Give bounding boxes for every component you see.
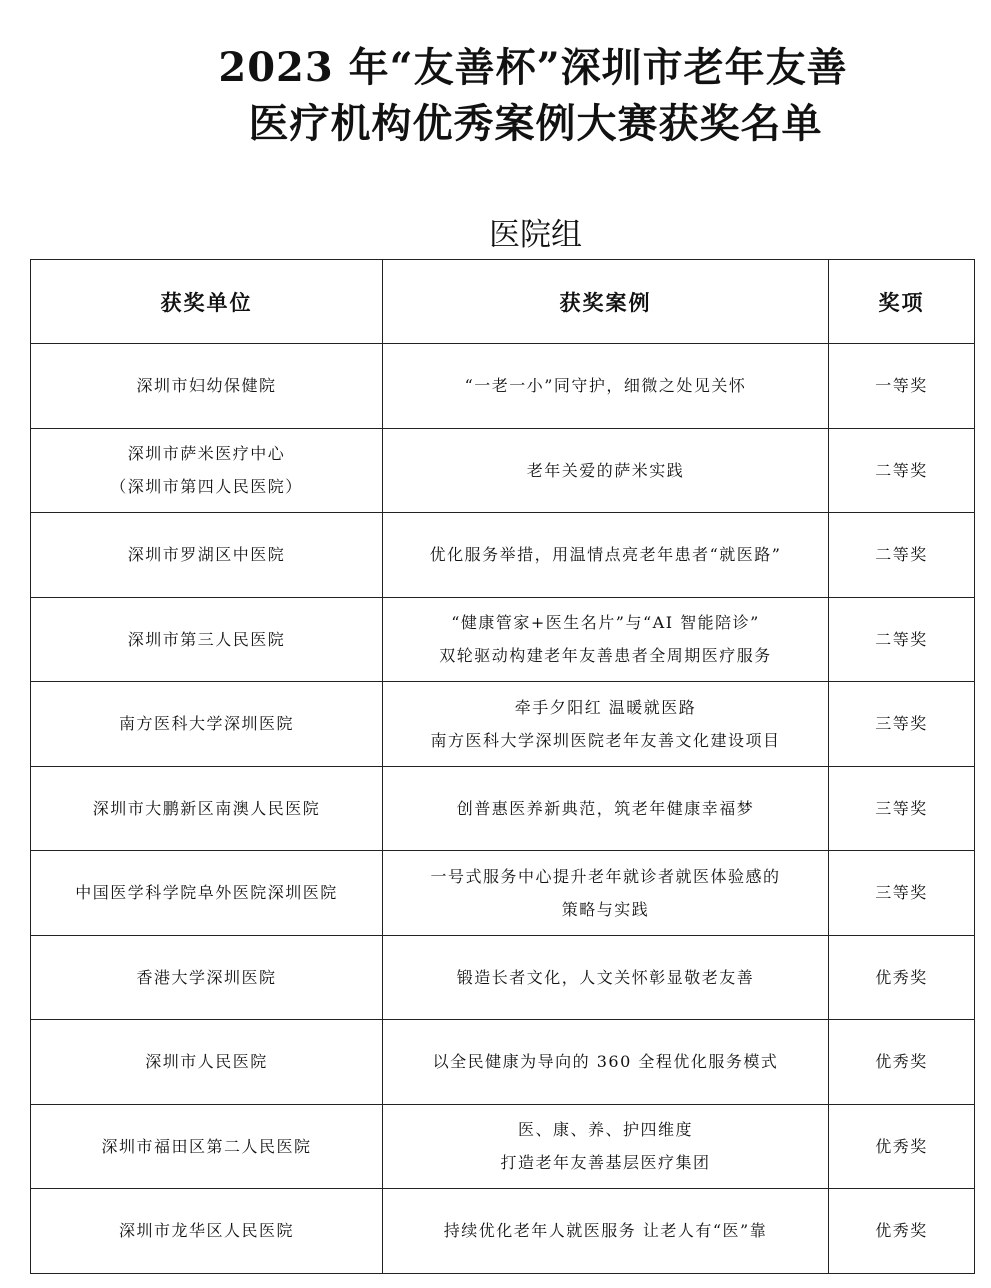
table-row xyxy=(31,513,975,598)
table-row xyxy=(31,766,975,851)
award-unit-cell xyxy=(31,597,383,682)
award-case-cell xyxy=(383,1104,829,1189)
award-case-cell xyxy=(383,428,829,513)
awards-table xyxy=(30,259,975,1274)
award-level-cell: 优秀奖 xyxy=(829,1020,975,1105)
header-award-unit: 获奖单位 xyxy=(31,260,383,344)
award-case-cell xyxy=(383,935,829,1020)
table-header-row xyxy=(31,260,975,344)
award-case-cell xyxy=(383,1189,829,1274)
award-unit-cell xyxy=(31,1104,383,1189)
award-level-cell: 二等奖 xyxy=(829,597,975,682)
table-row xyxy=(31,428,975,513)
award-level-cell: 二等奖 xyxy=(829,428,975,513)
award-unit-text: 深圳市大鹏新区南澳人民医院 xyxy=(92,798,321,818)
table-row xyxy=(31,344,975,429)
table-row xyxy=(31,935,975,1020)
award-unit-cell xyxy=(31,935,383,1020)
award-unit-cell xyxy=(31,428,383,513)
award-unit-cell xyxy=(31,513,383,598)
award-unit-text: 深圳市萨米医疗中心 xyxy=(127,444,286,464)
award-unit-text: 深圳市福田区第二人民医院 xyxy=(101,1136,312,1156)
award-case-text: 牵手夕阳红 温暖就医路 xyxy=(514,697,697,717)
award-case-cell xyxy=(383,597,829,682)
award-level-cell: 一等奖 xyxy=(829,344,975,429)
award-unit-text: 深圳市人民医院 xyxy=(145,1052,268,1072)
award-case-cell xyxy=(383,851,829,936)
table-row xyxy=(31,682,975,767)
award-case-cell xyxy=(383,344,829,429)
award-level-cell: 优秀奖 xyxy=(829,1189,975,1274)
award-case-cell xyxy=(383,513,829,598)
award-case-text: 以全民健康为导向的 360 全程优化服务模式 xyxy=(432,1052,779,1072)
awards-table-body xyxy=(31,344,975,1274)
award-case-text: 南方医科大学深圳医院老年友善文化建设项目 xyxy=(430,730,781,750)
award-unit-cell xyxy=(31,1020,383,1105)
award-unit-cell xyxy=(31,766,383,851)
award-level-cell: 三等奖 xyxy=(829,766,975,851)
award-unit-cell xyxy=(31,1189,383,1274)
award-unit-text: 中国医学科学院阜外医院深圳医院 xyxy=(75,883,338,903)
award-unit-text: 南方医科大学深圳医院 xyxy=(118,714,294,734)
award-unit-cell xyxy=(31,344,383,429)
group-heading: 医院组 xyxy=(489,217,582,253)
award-case-text: 一号式服务中心提升老年就诊者就医体验感的 xyxy=(430,866,781,886)
award-level-cell: 三等奖 xyxy=(829,851,975,936)
award-case-text: 老年关爱的萨米实践 xyxy=(526,460,685,480)
award-case-text: 锻造长者文化，人文关怀彰显敬老友善 xyxy=(456,967,755,987)
header-award-level: 奖项 xyxy=(829,260,975,344)
award-case-text: 策略与实践 xyxy=(561,899,650,919)
header-award-case: 获奖案例 xyxy=(383,260,829,344)
award-level-cell: 优秀奖 xyxy=(829,935,975,1020)
award-case-cell xyxy=(383,1020,829,1105)
title-line-2: 医疗机构优秀案例大赛获奖名单 xyxy=(248,100,823,147)
table-row xyxy=(31,1189,975,1274)
award-level-cell: 二等奖 xyxy=(829,513,975,598)
document-title xyxy=(0,40,991,152)
award-case-cell xyxy=(383,766,829,851)
award-unit-text: 深圳市第三人民医院 xyxy=(127,629,286,649)
award-unit-text: 深圳市罗湖区中医院 xyxy=(127,545,286,565)
award-unit-cell xyxy=(31,682,383,767)
table-row xyxy=(31,851,975,936)
award-unit-text: 深圳市妇幼保健院 xyxy=(136,376,277,396)
award-case-text: 优化服务举措，用温情点亮老年患者“就医路” xyxy=(429,545,782,565)
award-level-cell: 优秀奖 xyxy=(829,1104,975,1189)
award-case-text: 打造老年友善基层医疗集团 xyxy=(500,1153,711,1173)
award-unit-cell xyxy=(31,851,383,936)
award-case-text: 医、康、养、护四维度 xyxy=(517,1120,693,1140)
table-row xyxy=(31,597,975,682)
title-line-1: 2023 年“友善杯”深圳市老年友善 xyxy=(218,44,848,91)
award-level-cell: 三等奖 xyxy=(829,682,975,767)
table-row xyxy=(31,1020,975,1105)
award-unit-text: 深圳市龙华区人民医院 xyxy=(118,1221,294,1241)
award-unit-text: （深圳市第四人民医院） xyxy=(110,477,303,497)
award-case-cell xyxy=(383,682,829,767)
award-case-text: “一老一小”同守护，细微之处见关怀 xyxy=(464,376,747,396)
award-case-text: “健康管家+医生名片”与“AI 智能陪诊” xyxy=(451,613,760,633)
table-row xyxy=(31,1104,975,1189)
award-case-text: 持续优化老年人就医服务 让老人有“医”靠 xyxy=(443,1221,768,1241)
award-case-text: 创普惠医养新典范，筑老年健康幸福梦 xyxy=(456,798,755,818)
award-unit-text: 香港大学深圳医院 xyxy=(136,967,277,987)
award-case-text: 双轮驱动构建老年友善患者全周期医疗服务 xyxy=(439,646,772,666)
